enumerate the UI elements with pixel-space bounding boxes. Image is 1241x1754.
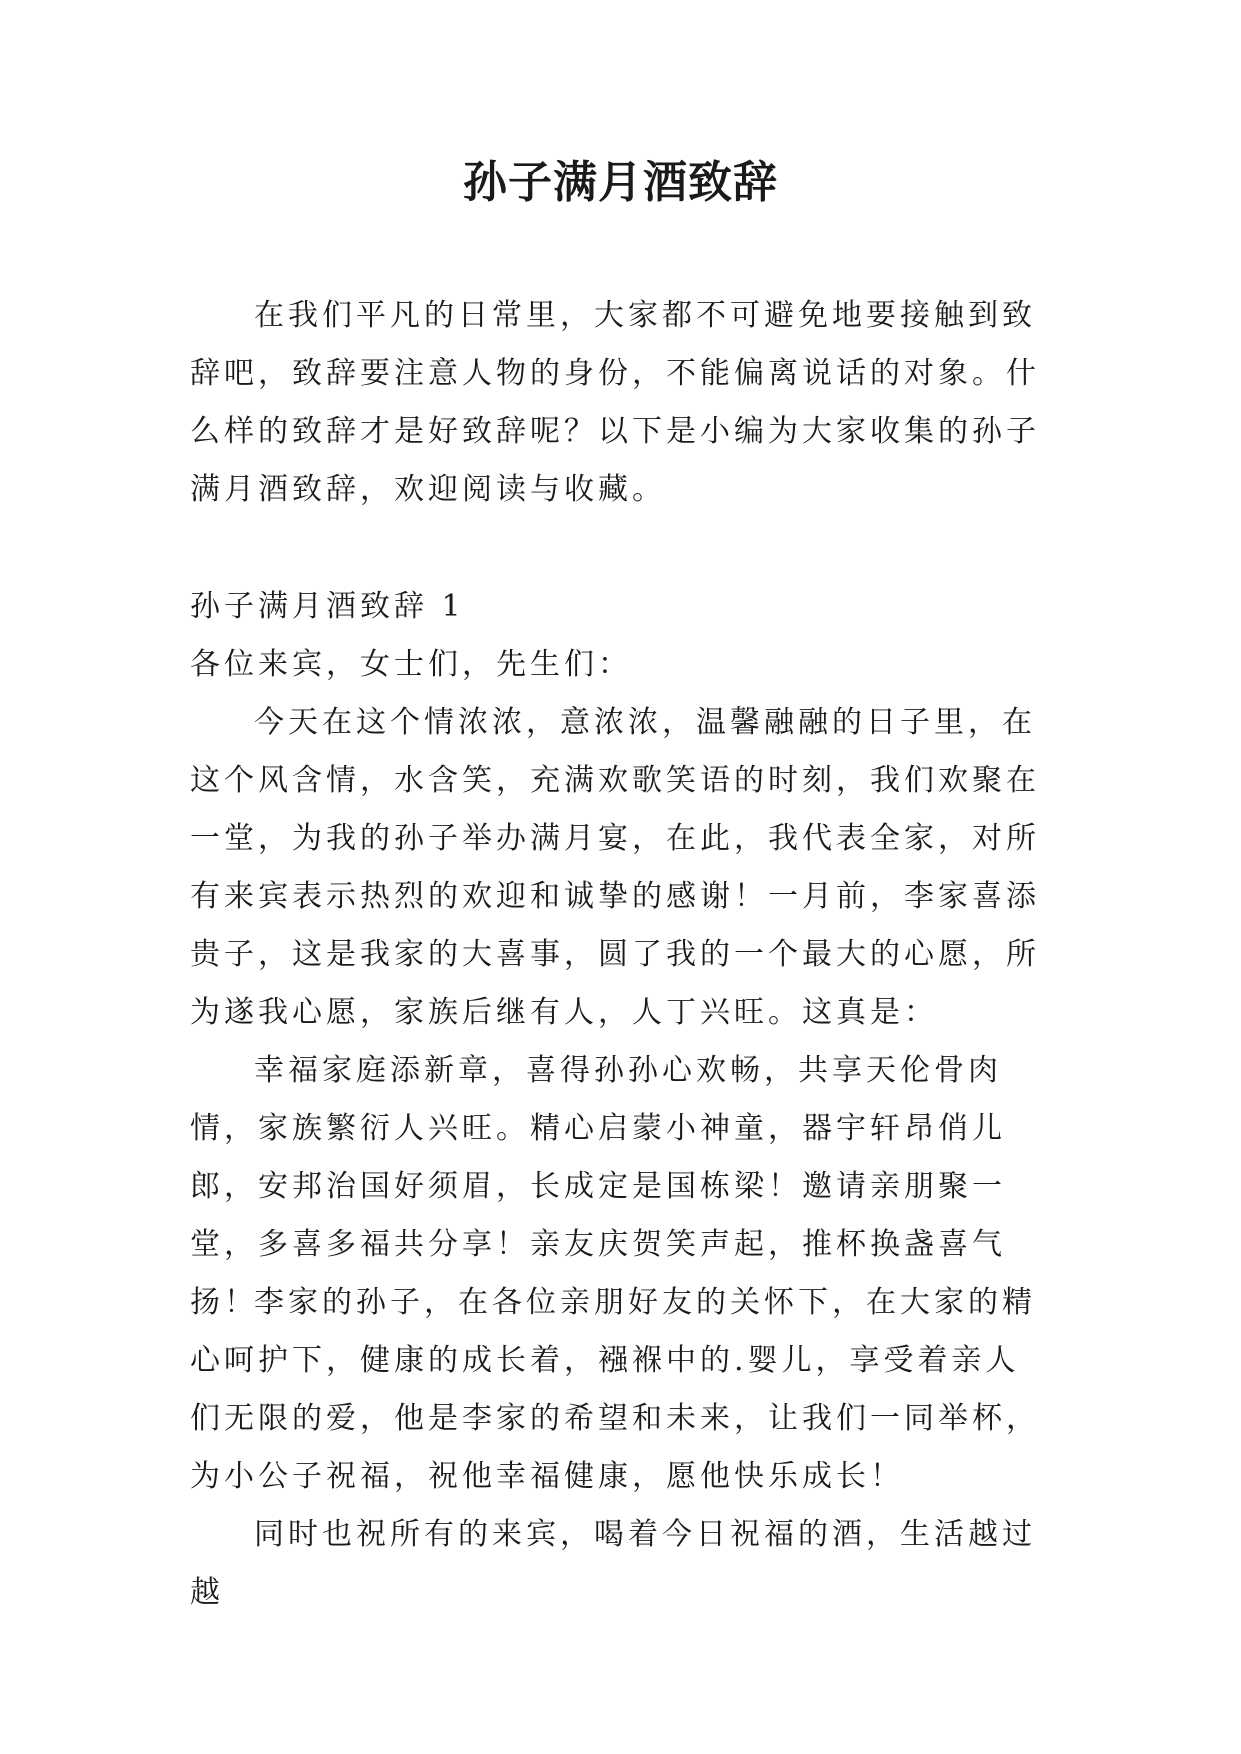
section-heading: 孙子满月酒致辞 1 [190,589,465,624]
document-title: 孙子满月酒致辞 [463,157,778,208]
body-paragraph-1: 今天在这个情浓浓，意浓浓，温馨融融的日子里，在这个风含情，水含笑，充满欢歌笑语的时刻，我们欢聚在一堂，为我的孙子举办满月宴，在此，我代表全家，对所有来宾表示热烈的欢迎和诚挚的感谢！一月前，李家喜添贵子，这是我家的大喜事，圆了我的一个最大的心愿，所为遂我心愿，家族后继有人，人丁兴旺。这真是： [190,705,1040,1030]
salutation: 各位来宾，女士们，先生们： [190,647,632,682]
body-paragraph-3: 李家的孙子，在各位亲朋好友的关怀下，在大家的精心呵护下，健康的成长着，襁褓中的.婴儿，享受着亲人们无限的爱，他是李家的希望和未来，让我们一同举杯，为小公子祝福，祝他幸福健康，愿他快乐成长！ [190,1285,1040,1494]
body-paragraph-2: 幸福家庭添新章，喜得孙孙心欢畅，共享天伦骨肉情，家族繁衍人兴旺。精心启蒙小神童，器宇轩昂俏儿郎，安邦治国好须眉，长成定是国栋梁！邀请亲朋聚一堂，多喜多福共分享！亲友庆贺笑声起，推杯换盏喜气扬！ [190,1053,1006,1320]
intro-paragraph: 在我们平凡的日常里，大家都不可避免地要接触到致辞吧，致辞要注意人物的身份，不能偏离说话的对象。什么样的致辞才是好致辞呢？以下是小编为大家收集的孙子满月酒致辞，欢迎阅读与收藏。 [190,298,1040,507]
body-paragraph-4: 同时也祝所有的来宾，喝着今日祝福的酒，生活越过越 [190,1517,1036,1610]
